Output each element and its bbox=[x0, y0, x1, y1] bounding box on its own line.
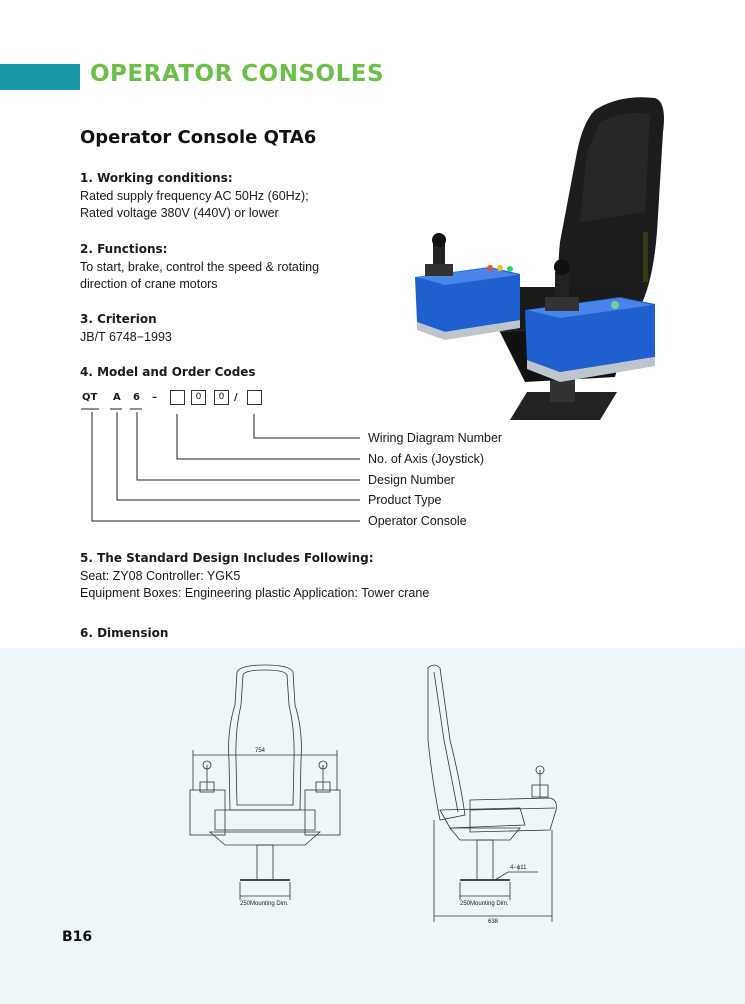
model-heading: 4. Model and Order Codes bbox=[80, 365, 256, 379]
functions-line2: direction of crane motors bbox=[80, 277, 218, 291]
dimension-section bbox=[80, 625, 168, 643]
standard-design-line1: Seat: ZY08 Controller: YGK5 bbox=[80, 569, 241, 583]
functions-heading: 2. Functions: bbox=[80, 242, 168, 256]
label-wiring-diagram: Wiring Diagram Number bbox=[368, 431, 503, 445]
hole-spec-label: 4−ϕ11 bbox=[510, 865, 527, 871]
working-conditions-heading: 1. Working conditions: bbox=[80, 171, 233, 185]
page-number: B16 bbox=[62, 929, 93, 945]
code-qt: QT bbox=[82, 392, 98, 403]
criterion-heading: 3. Criterion bbox=[80, 312, 157, 326]
functions-line1: To start, brake, control the speed & rotating bbox=[80, 260, 320, 274]
label-design-number: Design Number bbox=[368, 473, 455, 487]
code-dash: – bbox=[152, 392, 157, 403]
code-6: 6 bbox=[133, 392, 140, 403]
code-box-0a: 0 bbox=[191, 390, 206, 405]
working-conditions-line1: Rated supply frequency AC 50Hz (60Hz); bbox=[80, 189, 309, 203]
standard-design-line2: Equipment Boxes: Engineering plastic Application: Tower crane bbox=[80, 586, 430, 600]
standard-design-heading: 5. The Standard Design Includes Following: bbox=[80, 551, 374, 565]
side-view-drawing bbox=[420, 660, 565, 925]
dimension-heading: 6. Dimension bbox=[80, 626, 169, 640]
standard-design-section bbox=[80, 550, 429, 602]
working-conditions-line2: Rated voltage 380V (440V) or lower bbox=[80, 206, 279, 220]
front-view-drawing bbox=[185, 660, 345, 910]
front-width-value: 754 bbox=[255, 748, 266, 754]
label-axis: No. of Axis (Joystick) bbox=[368, 452, 484, 466]
criterion-line1: JB/T 6748−1993 bbox=[80, 330, 172, 344]
side-depth-value: 638 bbox=[488, 919, 499, 925]
code-a: A bbox=[113, 392, 121, 403]
side-mount-label: 250Mounting Dim. bbox=[460, 901, 509, 907]
dimension-drawing-area bbox=[0, 648, 745, 1004]
label-operator-console: Operator Console bbox=[368, 514, 467, 528]
front-mount-label: 250Mounting Dim. bbox=[240, 901, 289, 907]
label-product-type: Product Type bbox=[368, 493, 442, 507]
code-slash: / bbox=[234, 392, 238, 403]
console-photo bbox=[405, 92, 680, 442]
section-title: OPERATOR CONSOLES bbox=[90, 61, 385, 87]
code-box-0b: 0 bbox=[214, 390, 229, 405]
product-title: Operator Console QTA6 bbox=[80, 127, 317, 148]
